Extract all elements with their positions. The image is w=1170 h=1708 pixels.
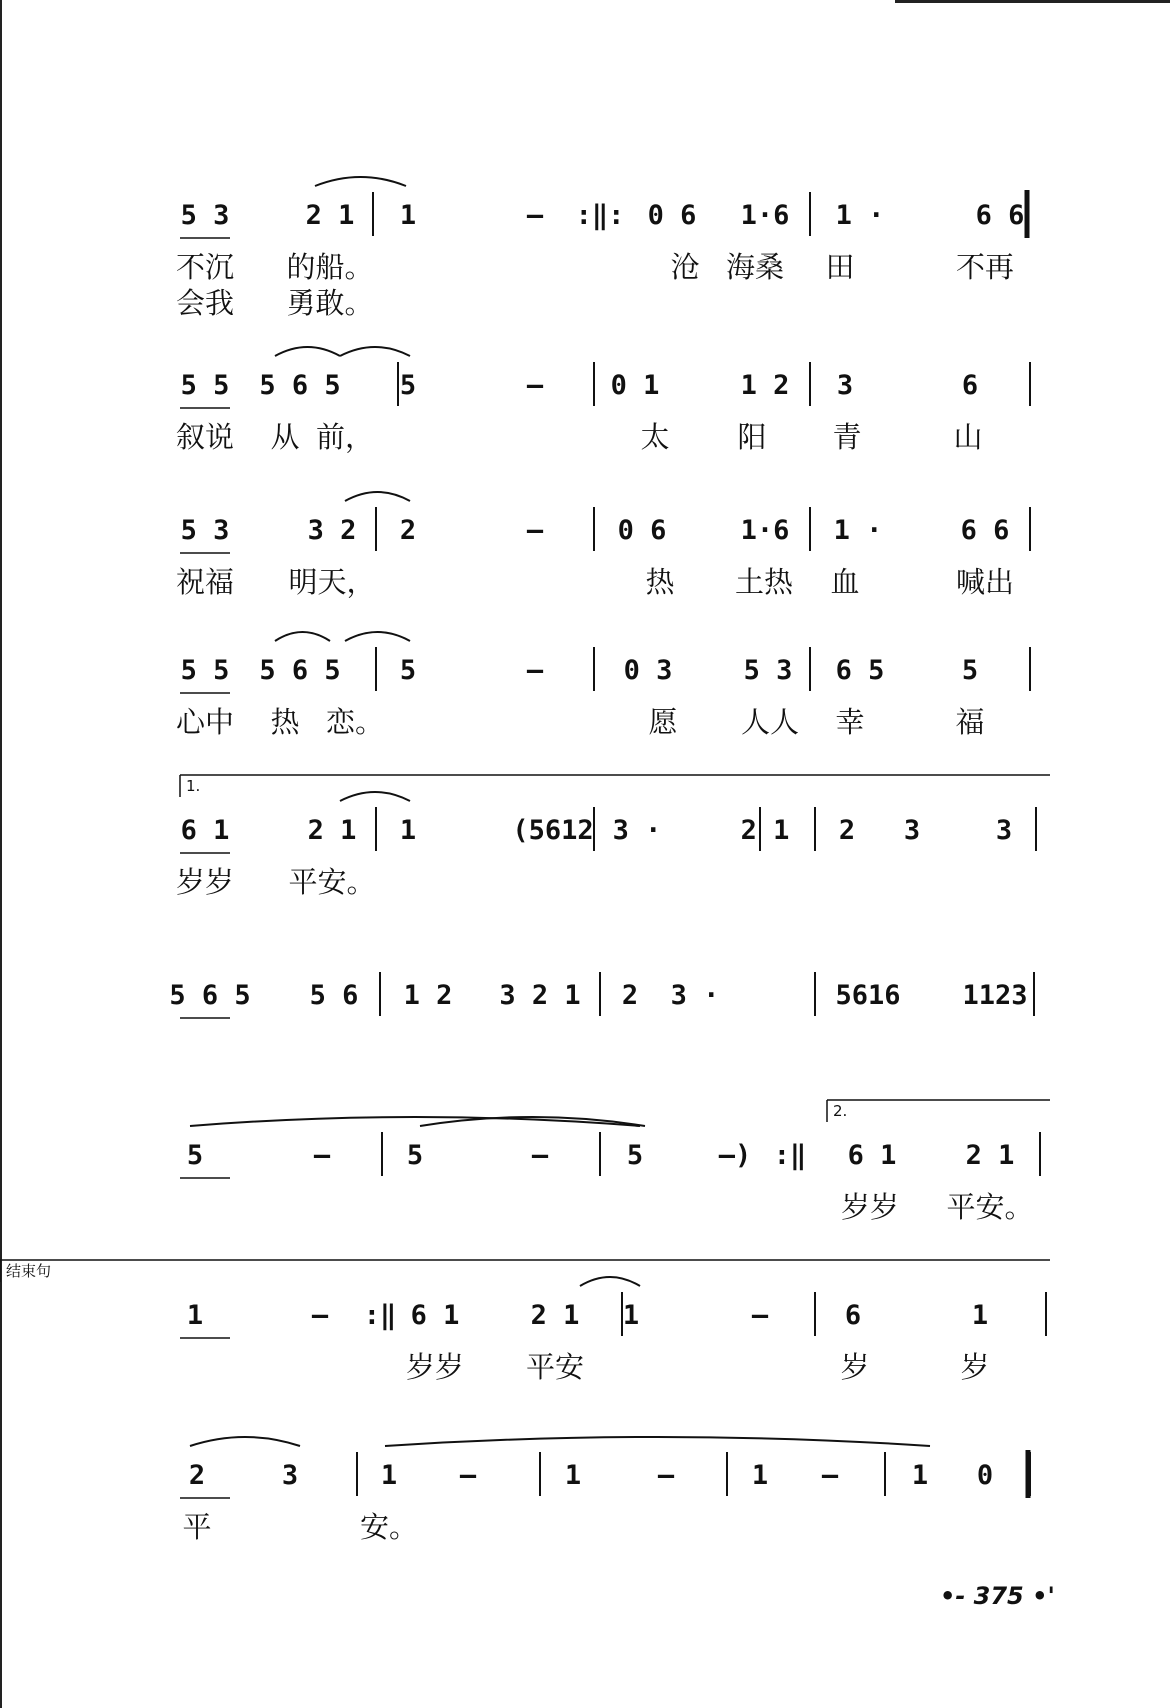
note-group: — — [531, 1140, 549, 1171]
note-group: 1 — [186, 1300, 204, 1331]
lyric-word: 平 — [182, 1510, 212, 1544]
slur — [275, 632, 330, 641]
lyric-word: 海桑 — [725, 250, 785, 284]
lyric-word: 会我 — [175, 286, 235, 320]
lyric-word: 热 — [645, 565, 675, 599]
note-group: 6 1 — [180, 815, 230, 846]
note-group: 2 — [621, 980, 639, 1011]
note-group: 1 · — [835, 200, 885, 231]
note-group: — — [526, 655, 544, 686]
lyric-word: 叙说 — [175, 420, 235, 454]
note-group: 1·6 — [740, 200, 790, 231]
note-group: 6 6 — [975, 200, 1025, 231]
lyric-word: 幸 — [835, 705, 865, 739]
note-group: 1 · — [833, 515, 883, 546]
note-group: 3 — [281, 1460, 299, 1491]
lyric-word: 喊出 — [955, 565, 1015, 599]
note-group: (5612 — [512, 815, 594, 846]
lyric-word: 的船。 — [286, 250, 374, 284]
slur — [345, 632, 410, 641]
lyric-word: 青 — [832, 420, 862, 454]
lyric-word: 平安。 — [946, 1190, 1034, 1224]
slur — [345, 492, 410, 501]
note-group: 5 6 5 — [259, 370, 341, 401]
lyric-word: 祝福 — [175, 565, 235, 599]
note-group: — — [526, 200, 544, 231]
lyric-word: 热 — [270, 705, 300, 739]
note-group: 6 1 — [410, 1300, 460, 1331]
note-group: 1 — [399, 200, 417, 231]
note-group: 3 2 — [307, 515, 357, 546]
note-group: — — [821, 1460, 839, 1491]
lyric-word: 田 — [825, 250, 855, 284]
lyric-word: 岁岁 — [840, 1190, 900, 1224]
note-group: 1 — [564, 1460, 582, 1491]
note-group: — — [313, 1140, 331, 1171]
note-group: 6 1 — [847, 1140, 897, 1171]
page-number-dash-left: •- — [940, 1582, 974, 1610]
note-group: 0 6 — [647, 200, 697, 231]
lyric-word: 岁岁 — [175, 865, 235, 899]
note-group: 1 — [380, 1460, 398, 1491]
note-group: 5 — [406, 1140, 424, 1171]
page-number — [940, 1582, 1055, 1610]
note-group: 2 1 — [740, 815, 790, 846]
note-group: 5 — [961, 655, 979, 686]
note-group: :‖ — [363, 1300, 397, 1331]
note-group: — — [526, 370, 544, 401]
lyric-word: 福 — [955, 705, 985, 739]
note-group: 5 — [626, 1140, 644, 1171]
note-group: 3 · — [612, 815, 662, 846]
note-group: 2 1 — [965, 1140, 1015, 1171]
note-group: 3 — [995, 815, 1013, 846]
lyric-word: 血 — [830, 565, 860, 599]
note-group: 5 5 — [180, 655, 230, 686]
note-group: 5 6 5 — [169, 980, 251, 1011]
note-group: 3 — [836, 370, 854, 401]
lyric-word: 不沉 — [175, 250, 235, 284]
note-group: 5 6 — [309, 980, 359, 1011]
note-group: 3 · — [670, 980, 720, 1011]
note-group: 3 2 1 — [499, 980, 581, 1011]
note-group: 5 6 5 — [259, 655, 341, 686]
note-group: 5 3 — [743, 655, 793, 686]
lyric-word: 岁岁 — [405, 1350, 465, 1384]
lyric-word: 愿 — [648, 705, 678, 739]
note-group: 6 — [961, 370, 979, 401]
note-group: 1·6 — [740, 515, 790, 546]
volta-label: 结束句 — [6, 1262, 52, 1280]
note-group: 6 6 — [960, 515, 1010, 546]
note-group: 2 1 — [530, 1300, 580, 1331]
note-group: 5 5 — [180, 370, 230, 401]
note-group: 1 — [751, 1460, 769, 1491]
note-group: 3 — [903, 815, 921, 846]
note-group: 2 — [838, 815, 856, 846]
note-group: 2 1 — [305, 200, 355, 231]
note-group: 1 — [911, 1460, 929, 1491]
lyric-word: 平安 — [525, 1350, 585, 1384]
note-group: — — [526, 515, 544, 546]
note-group: :‖: — [575, 200, 625, 231]
lyric-word: 沧 — [670, 250, 700, 284]
note-group: 1123 — [962, 980, 1028, 1011]
note-group: 6 — [844, 1300, 862, 1331]
slur — [340, 347, 410, 356]
lyric-word: 前， — [315, 420, 375, 454]
note-group: 5 — [399, 655, 417, 686]
page-number-dash-right: •' — [1023, 1582, 1055, 1610]
lyric-word: 岁 — [840, 1350, 870, 1384]
lyric-word: 从 — [270, 420, 300, 454]
lyric-word: 明天， — [288, 565, 376, 599]
lyric-word: 土热 — [734, 565, 794, 599]
note-group: 0 1 — [610, 370, 660, 401]
slur — [275, 347, 340, 356]
lyric-word: 不再 — [955, 250, 1015, 284]
slur — [385, 1437, 930, 1446]
note-group: — — [751, 1300, 769, 1331]
lyric-word: 山 — [953, 420, 983, 454]
note-group: 5 — [399, 370, 417, 401]
lyric-word: 恋。 — [325, 705, 385, 739]
note-group: —) — [718, 1140, 752, 1171]
note-group: :‖ — [773, 1140, 807, 1171]
lyric-word: 阳 — [737, 420, 767, 454]
note-group: 1 — [971, 1300, 989, 1331]
note-group: 2 — [188, 1460, 206, 1491]
note-group: — — [459, 1460, 477, 1491]
note-group: 5 3 — [180, 200, 230, 231]
note-group: 0 — [976, 1460, 994, 1491]
slur — [315, 177, 406, 186]
note-group: 2 — [399, 515, 417, 546]
slur — [190, 1437, 300, 1446]
note-group: 5616 — [835, 980, 901, 1011]
lyric-word: 平安。 — [288, 865, 376, 899]
note-group: 1 — [399, 815, 417, 846]
note-group: — — [657, 1460, 675, 1491]
lyric-word: 人人 — [740, 705, 800, 739]
note-group: 5 3 — [180, 515, 230, 546]
note-group: 1 — [622, 1300, 640, 1331]
volta-label: 1. — [186, 777, 201, 795]
lyric-word: 勇敢。 — [286, 286, 374, 320]
lyric-word: 岁 — [960, 1350, 990, 1384]
note-group: 0 6 — [617, 515, 667, 546]
note-group: 2 1 — [307, 815, 357, 846]
note-group: 1 2 — [740, 370, 790, 401]
lyric-word: 安。 — [359, 1510, 419, 1544]
page-number-value: 375 — [973, 1582, 1024, 1610]
note-group: 6 5 — [835, 655, 885, 686]
lyric-word: 太 — [640, 420, 670, 454]
slur — [340, 792, 410, 801]
note-group: 1 2 — [403, 980, 453, 1011]
volta-label: 2. — [833, 1102, 848, 1120]
lyric-word: 心中 — [175, 705, 235, 739]
slur — [580, 1277, 640, 1286]
note-group: 0 3 — [623, 655, 673, 686]
note-group: 5 — [186, 1140, 204, 1171]
note-group: — — [311, 1300, 329, 1331]
